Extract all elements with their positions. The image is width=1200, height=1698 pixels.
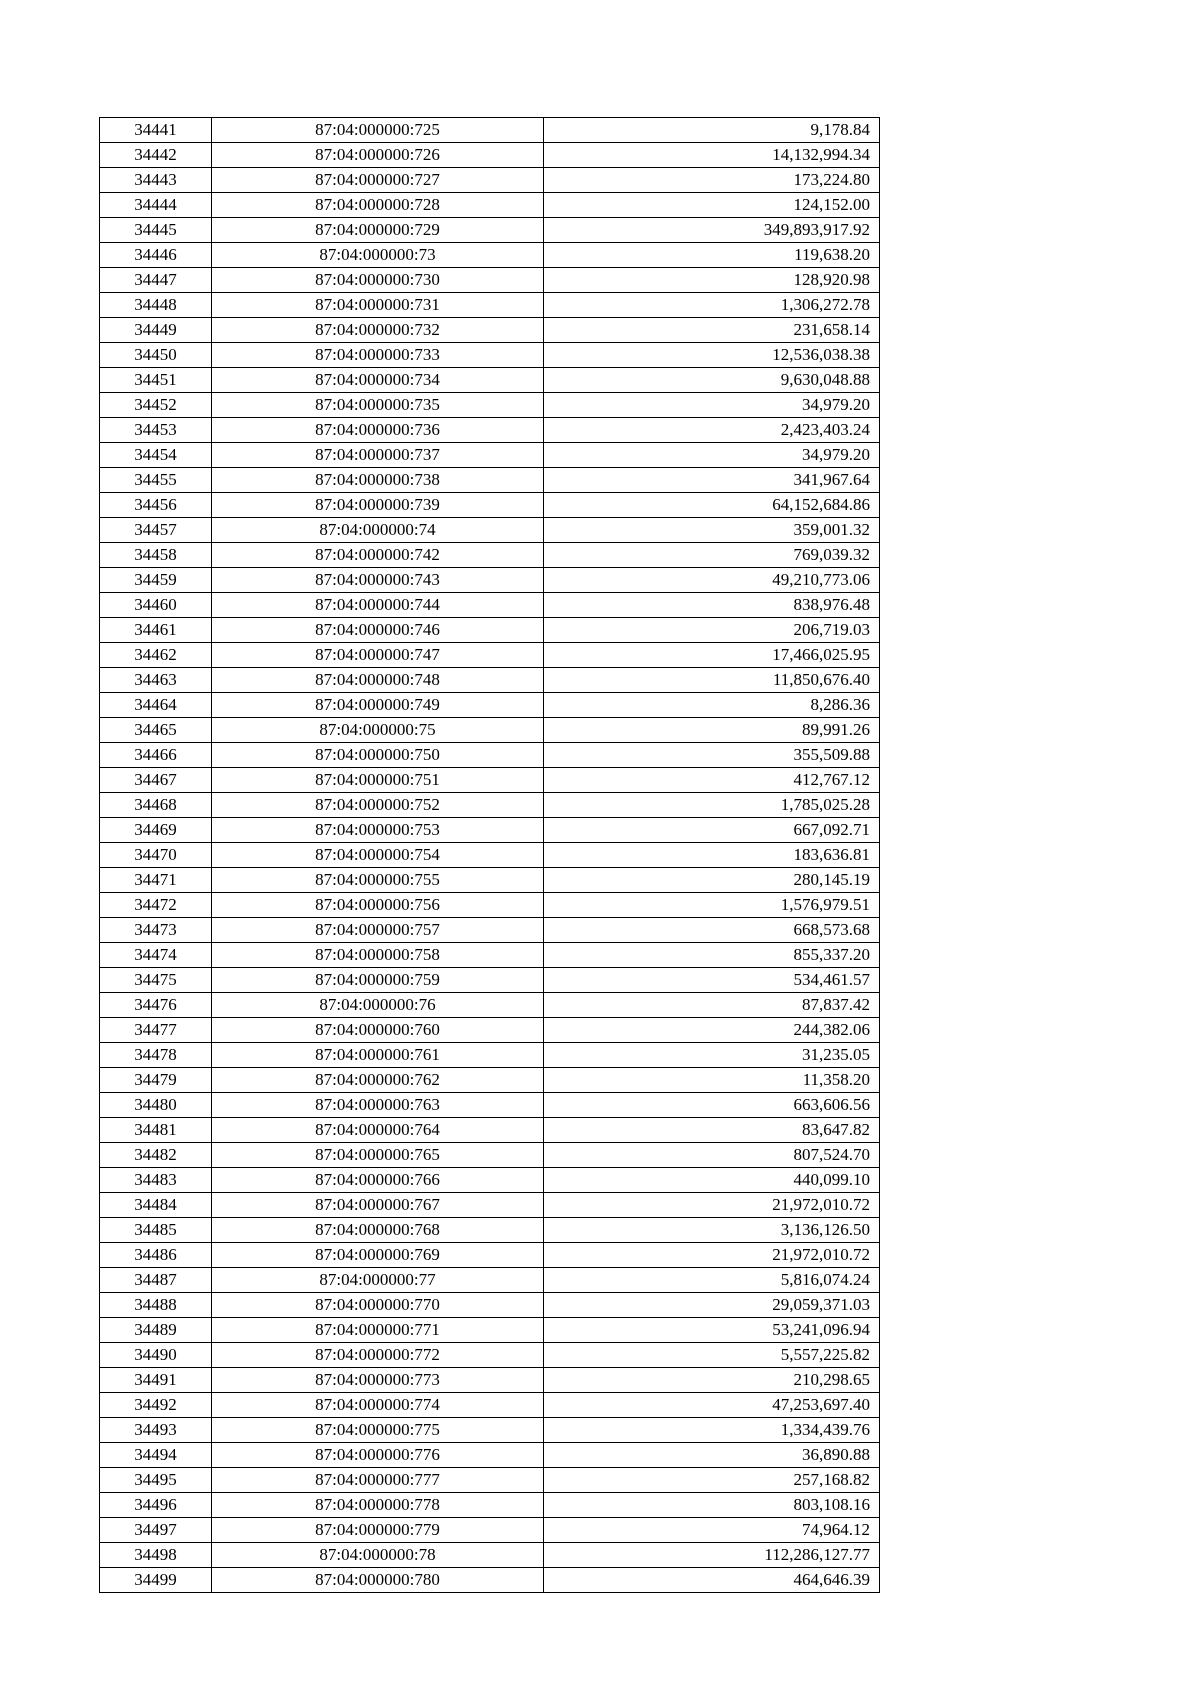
cadastral-number-cell: 87:04:000000:767 bbox=[212, 1193, 544, 1218]
row-number-cell: 34445 bbox=[100, 218, 212, 243]
table-row bbox=[100, 568, 880, 593]
table-row bbox=[100, 518, 880, 543]
table-row bbox=[100, 1118, 880, 1143]
value-cell: 21,972,010.72 bbox=[544, 1243, 880, 1268]
row-number-cell: 34477 bbox=[100, 1018, 212, 1043]
value-cell: 257,168.82 bbox=[544, 1468, 880, 1493]
table-row bbox=[100, 843, 880, 868]
cadastral-number-cell: 87:04:000000:752 bbox=[212, 793, 544, 818]
cadastral-number-cell: 87:04:000000:727 bbox=[212, 168, 544, 193]
cadastral-number-cell: 87:04:000000:765 bbox=[212, 1143, 544, 1168]
row-number-cell: 34499 bbox=[100, 1568, 212, 1593]
table-row bbox=[100, 143, 880, 168]
cadastral-number-cell: 87:04:000000:755 bbox=[212, 868, 544, 893]
table-row bbox=[100, 543, 880, 568]
value-cell: 244,382.06 bbox=[544, 1018, 880, 1043]
row-number-cell: 34450 bbox=[100, 343, 212, 368]
row-number-cell: 34488 bbox=[100, 1293, 212, 1318]
value-cell: 359,001.32 bbox=[544, 518, 880, 543]
cadastral-number-cell: 87:04:000000:779 bbox=[212, 1518, 544, 1543]
table-row bbox=[100, 718, 880, 743]
cadastral-number-cell: 87:04:000000:774 bbox=[212, 1393, 544, 1418]
cadastral-number-cell: 87:04:000000:78 bbox=[212, 1543, 544, 1568]
cadastral-number-cell: 87:04:000000:736 bbox=[212, 418, 544, 443]
value-cell: 83,647.82 bbox=[544, 1118, 880, 1143]
row-number-cell: 34444 bbox=[100, 193, 212, 218]
table-row bbox=[100, 243, 880, 268]
value-cell: 1,576,979.51 bbox=[544, 893, 880, 918]
cadastral-number-cell: 87:04:000000:725 bbox=[212, 118, 544, 143]
cadastral-number-cell: 87:04:000000:732 bbox=[212, 318, 544, 343]
table-row bbox=[100, 468, 880, 493]
table-row bbox=[100, 1343, 880, 1368]
cadastral-number-cell: 87:04:000000:728 bbox=[212, 193, 544, 218]
row-number-cell: 34487 bbox=[100, 1268, 212, 1293]
cadastral-number-cell: 87:04:000000:771 bbox=[212, 1318, 544, 1343]
cadastral-number-cell: 87:04:000000:743 bbox=[212, 568, 544, 593]
value-cell: 64,152,684.86 bbox=[544, 493, 880, 518]
value-cell: 412,767.12 bbox=[544, 768, 880, 793]
cadastral-number-cell: 87:04:000000:750 bbox=[212, 743, 544, 768]
value-cell: 34,979.20 bbox=[544, 443, 880, 468]
value-cell: 49,210,773.06 bbox=[544, 568, 880, 593]
value-cell: 8,286.36 bbox=[544, 693, 880, 718]
row-number-cell: 34489 bbox=[100, 1318, 212, 1343]
value-cell: 2,423,403.24 bbox=[544, 418, 880, 443]
row-number-cell: 34446 bbox=[100, 243, 212, 268]
table-row bbox=[100, 768, 880, 793]
cadastral-number-cell: 87:04:000000:739 bbox=[212, 493, 544, 518]
table-row bbox=[100, 693, 880, 718]
cadastral-number-cell: 87:04:000000:748 bbox=[212, 668, 544, 693]
value-cell: 855,337.20 bbox=[544, 943, 880, 968]
row-number-cell: 34441 bbox=[100, 118, 212, 143]
table-row bbox=[100, 1168, 880, 1193]
cadastral-number-cell: 87:04:000000:749 bbox=[212, 693, 544, 718]
table-row bbox=[100, 268, 880, 293]
value-cell: 17,466,025.95 bbox=[544, 643, 880, 668]
cadastral-number-cell: 87:04:000000:776 bbox=[212, 1443, 544, 1468]
data-table bbox=[99, 117, 880, 1593]
row-number-cell: 34464 bbox=[100, 693, 212, 718]
cadastral-number-cell: 87:04:000000:731 bbox=[212, 293, 544, 318]
row-number-cell: 34483 bbox=[100, 1168, 212, 1193]
row-number-cell: 34481 bbox=[100, 1118, 212, 1143]
cadastral-number-cell: 87:04:000000:734 bbox=[212, 368, 544, 393]
cadastral-number-cell: 87:04:000000:744 bbox=[212, 593, 544, 618]
value-cell: 11,358.20 bbox=[544, 1068, 880, 1093]
row-number-cell: 34476 bbox=[100, 993, 212, 1018]
table-row bbox=[100, 868, 880, 893]
table-row bbox=[100, 118, 880, 143]
value-cell: 1,334,439.76 bbox=[544, 1418, 880, 1443]
value-cell: 206,719.03 bbox=[544, 618, 880, 643]
table-row bbox=[100, 1543, 880, 1568]
value-cell: 9,178.84 bbox=[544, 118, 880, 143]
cadastral-number-cell: 87:04:000000:737 bbox=[212, 443, 544, 468]
row-number-cell: 34454 bbox=[100, 443, 212, 468]
table-row bbox=[100, 793, 880, 818]
cadastral-number-cell: 87:04:000000:756 bbox=[212, 893, 544, 918]
value-cell: 341,967.64 bbox=[544, 468, 880, 493]
table-row bbox=[100, 918, 880, 943]
table-row bbox=[100, 1243, 880, 1268]
value-cell: 74,964.12 bbox=[544, 1518, 880, 1543]
cadastral-number-cell: 87:04:000000:735 bbox=[212, 393, 544, 418]
table-row bbox=[100, 443, 880, 468]
value-cell: 231,658.14 bbox=[544, 318, 880, 343]
cadastral-number-cell: 87:04:000000:780 bbox=[212, 1568, 544, 1593]
value-cell: 124,152.00 bbox=[544, 193, 880, 218]
row-number-cell: 34497 bbox=[100, 1518, 212, 1543]
cadastral-number-cell: 87:04:000000:753 bbox=[212, 818, 544, 843]
table-row bbox=[100, 1043, 880, 1068]
table-row bbox=[100, 1293, 880, 1318]
cadastral-number-cell: 87:04:000000:772 bbox=[212, 1343, 544, 1368]
value-cell: 5,557,225.82 bbox=[544, 1343, 880, 1368]
table-row bbox=[100, 593, 880, 618]
row-number-cell: 34496 bbox=[100, 1493, 212, 1518]
value-cell: 9,630,048.88 bbox=[544, 368, 880, 393]
row-number-cell: 34478 bbox=[100, 1043, 212, 1068]
row-number-cell: 34471 bbox=[100, 868, 212, 893]
cadastral-number-cell: 87:04:000000:751 bbox=[212, 768, 544, 793]
cadastral-number-cell: 87:04:000000:770 bbox=[212, 1293, 544, 1318]
value-cell: 128,920.98 bbox=[544, 268, 880, 293]
row-number-cell: 34443 bbox=[100, 168, 212, 193]
value-cell: 534,461.57 bbox=[544, 968, 880, 993]
table-row bbox=[100, 668, 880, 693]
value-cell: 210,298.65 bbox=[544, 1368, 880, 1393]
row-number-cell: 34453 bbox=[100, 418, 212, 443]
row-number-cell: 34455 bbox=[100, 468, 212, 493]
row-number-cell: 34480 bbox=[100, 1093, 212, 1118]
cadastral-number-cell: 87:04:000000:733 bbox=[212, 343, 544, 368]
cadastral-number-cell: 87:04:000000:738 bbox=[212, 468, 544, 493]
value-cell: 119,638.20 bbox=[544, 243, 880, 268]
table-row bbox=[100, 1568, 880, 1593]
value-cell: 838,976.48 bbox=[544, 593, 880, 618]
value-cell: 769,039.32 bbox=[544, 543, 880, 568]
cadastral-number-cell: 87:04:000000:76 bbox=[212, 993, 544, 1018]
cadastral-number-cell: 87:04:000000:769 bbox=[212, 1243, 544, 1268]
value-cell: 31,235.05 bbox=[544, 1043, 880, 1068]
row-number-cell: 34495 bbox=[100, 1468, 212, 1493]
value-cell: 668,573.68 bbox=[544, 918, 880, 943]
row-number-cell: 34447 bbox=[100, 268, 212, 293]
row-number-cell: 34493 bbox=[100, 1418, 212, 1443]
table-body bbox=[100, 118, 880, 1593]
table-row bbox=[100, 1193, 880, 1218]
table-row bbox=[100, 643, 880, 668]
table-row bbox=[100, 743, 880, 768]
row-number-cell: 34451 bbox=[100, 368, 212, 393]
row-number-cell: 34484 bbox=[100, 1193, 212, 1218]
value-cell: 1,306,272.78 bbox=[544, 293, 880, 318]
row-number-cell: 34472 bbox=[100, 893, 212, 918]
cadastral-number-cell: 87:04:000000:764 bbox=[212, 1118, 544, 1143]
cadastral-number-cell: 87:04:000000:730 bbox=[212, 268, 544, 293]
table-row bbox=[100, 1268, 880, 1293]
table-row bbox=[100, 1468, 880, 1493]
table-row bbox=[100, 393, 880, 418]
cadastral-number-cell: 87:04:000000:758 bbox=[212, 943, 544, 968]
cadastral-number-cell: 87:04:000000:726 bbox=[212, 143, 544, 168]
row-number-cell: 34498 bbox=[100, 1543, 212, 1568]
value-cell: 3,136,126.50 bbox=[544, 1218, 880, 1243]
value-cell: 14,132,994.34 bbox=[544, 143, 880, 168]
cadastral-number-cell: 87:04:000000:77 bbox=[212, 1268, 544, 1293]
cadastral-number-cell: 87:04:000000:747 bbox=[212, 643, 544, 668]
cadastral-number-cell: 87:04:000000:760 bbox=[212, 1018, 544, 1043]
row-number-cell: 34448 bbox=[100, 293, 212, 318]
value-cell: 349,893,917.92 bbox=[544, 218, 880, 243]
value-cell: 5,816,074.24 bbox=[544, 1268, 880, 1293]
table-row bbox=[100, 1068, 880, 1093]
table-row bbox=[100, 1493, 880, 1518]
row-number-cell: 34469 bbox=[100, 818, 212, 843]
table-row bbox=[100, 343, 880, 368]
cadastral-number-cell: 87:04:000000:775 bbox=[212, 1418, 544, 1443]
table-row bbox=[100, 368, 880, 393]
value-cell: 89,991.26 bbox=[544, 718, 880, 743]
row-number-cell: 34482 bbox=[100, 1143, 212, 1168]
row-number-cell: 34490 bbox=[100, 1343, 212, 1368]
row-number-cell: 34466 bbox=[100, 743, 212, 768]
table-row bbox=[100, 818, 880, 843]
row-number-cell: 34452 bbox=[100, 393, 212, 418]
cadastral-number-cell: 87:04:000000:778 bbox=[212, 1493, 544, 1518]
table-row bbox=[100, 318, 880, 343]
value-cell: 87,837.42 bbox=[544, 993, 880, 1018]
cadastral-number-cell: 87:04:000000:74 bbox=[212, 518, 544, 543]
table-row bbox=[100, 618, 880, 643]
value-cell: 12,536,038.38 bbox=[544, 343, 880, 368]
table-row bbox=[100, 1518, 880, 1543]
value-cell: 47,253,697.40 bbox=[544, 1393, 880, 1418]
value-cell: 183,636.81 bbox=[544, 843, 880, 868]
table-row bbox=[100, 893, 880, 918]
value-cell: 440,099.10 bbox=[544, 1168, 880, 1193]
table-row bbox=[100, 493, 880, 518]
cadastral-number-cell: 87:04:000000:777 bbox=[212, 1468, 544, 1493]
cadastral-number-cell: 87:04:000000:768 bbox=[212, 1218, 544, 1243]
row-number-cell: 34467 bbox=[100, 768, 212, 793]
table-row bbox=[100, 418, 880, 443]
cadastral-number-cell: 87:04:000000:759 bbox=[212, 968, 544, 993]
cadastral-number-cell: 87:04:000000:763 bbox=[212, 1093, 544, 1118]
table-row bbox=[100, 993, 880, 1018]
cadastral-number-cell: 87:04:000000:754 bbox=[212, 843, 544, 868]
row-number-cell: 34459 bbox=[100, 568, 212, 593]
table-row bbox=[100, 293, 880, 318]
cadastral-number-cell: 87:04:000000:75 bbox=[212, 718, 544, 743]
value-cell: 173,224.80 bbox=[544, 168, 880, 193]
table-row bbox=[100, 168, 880, 193]
row-number-cell: 34494 bbox=[100, 1443, 212, 1468]
cadastral-number-cell: 87:04:000000:742 bbox=[212, 543, 544, 568]
table-row bbox=[100, 943, 880, 968]
row-number-cell: 34492 bbox=[100, 1393, 212, 1418]
table-row bbox=[100, 1443, 880, 1468]
value-cell: 803,108.16 bbox=[544, 1493, 880, 1518]
row-number-cell: 34463 bbox=[100, 668, 212, 693]
table-row bbox=[100, 1418, 880, 1443]
row-number-cell: 34458 bbox=[100, 543, 212, 568]
row-number-cell: 34460 bbox=[100, 593, 212, 618]
table-row bbox=[100, 1368, 880, 1393]
table-row bbox=[100, 1393, 880, 1418]
value-cell: 112,286,127.77 bbox=[544, 1543, 880, 1568]
value-cell: 667,092.71 bbox=[544, 818, 880, 843]
table-row bbox=[100, 1018, 880, 1043]
table-row bbox=[100, 1218, 880, 1243]
table-row bbox=[100, 1318, 880, 1343]
table-row bbox=[100, 1093, 880, 1118]
row-number-cell: 34491 bbox=[100, 1368, 212, 1393]
value-cell: 53,241,096.94 bbox=[544, 1318, 880, 1343]
cadastral-number-cell: 87:04:000000:746 bbox=[212, 618, 544, 643]
row-number-cell: 34468 bbox=[100, 793, 212, 818]
cadastral-number-cell: 87:04:000000:761 bbox=[212, 1043, 544, 1068]
row-number-cell: 34457 bbox=[100, 518, 212, 543]
value-cell: 36,890.88 bbox=[544, 1443, 880, 1468]
row-number-cell: 34479 bbox=[100, 1068, 212, 1093]
value-cell: 807,524.70 bbox=[544, 1143, 880, 1168]
row-number-cell: 34470 bbox=[100, 843, 212, 868]
cadastral-number-cell: 87:04:000000:773 bbox=[212, 1368, 544, 1393]
value-cell: 21,972,010.72 bbox=[544, 1193, 880, 1218]
cadastral-number-cell: 87:04:000000:766 bbox=[212, 1168, 544, 1193]
value-cell: 29,059,371.03 bbox=[544, 1293, 880, 1318]
table-row bbox=[100, 968, 880, 993]
table-row bbox=[100, 193, 880, 218]
value-cell: 34,979.20 bbox=[544, 393, 880, 418]
table-row bbox=[100, 1143, 880, 1168]
cadastral-number-cell: 87:04:000000:757 bbox=[212, 918, 544, 943]
row-number-cell: 34475 bbox=[100, 968, 212, 993]
row-number-cell: 34461 bbox=[100, 618, 212, 643]
row-number-cell: 34474 bbox=[100, 943, 212, 968]
value-cell: 464,646.39 bbox=[544, 1568, 880, 1593]
value-cell: 663,606.56 bbox=[544, 1093, 880, 1118]
table-row bbox=[100, 218, 880, 243]
row-number-cell: 34486 bbox=[100, 1243, 212, 1268]
value-cell: 280,145.19 bbox=[544, 868, 880, 893]
row-number-cell: 34485 bbox=[100, 1218, 212, 1243]
cadastral-number-cell: 87:04:000000:73 bbox=[212, 243, 544, 268]
cadastral-number-cell: 87:04:000000:762 bbox=[212, 1068, 544, 1093]
value-cell: 11,850,676.40 bbox=[544, 668, 880, 693]
value-cell: 1,785,025.28 bbox=[544, 793, 880, 818]
row-number-cell: 34442 bbox=[100, 143, 212, 168]
row-number-cell: 34456 bbox=[100, 493, 212, 518]
row-number-cell: 34473 bbox=[100, 918, 212, 943]
cadastral-number-cell: 87:04:000000:729 bbox=[212, 218, 544, 243]
row-number-cell: 34465 bbox=[100, 718, 212, 743]
row-number-cell: 34449 bbox=[100, 318, 212, 343]
row-number-cell: 34462 bbox=[100, 643, 212, 668]
value-cell: 355,509.88 bbox=[544, 743, 880, 768]
